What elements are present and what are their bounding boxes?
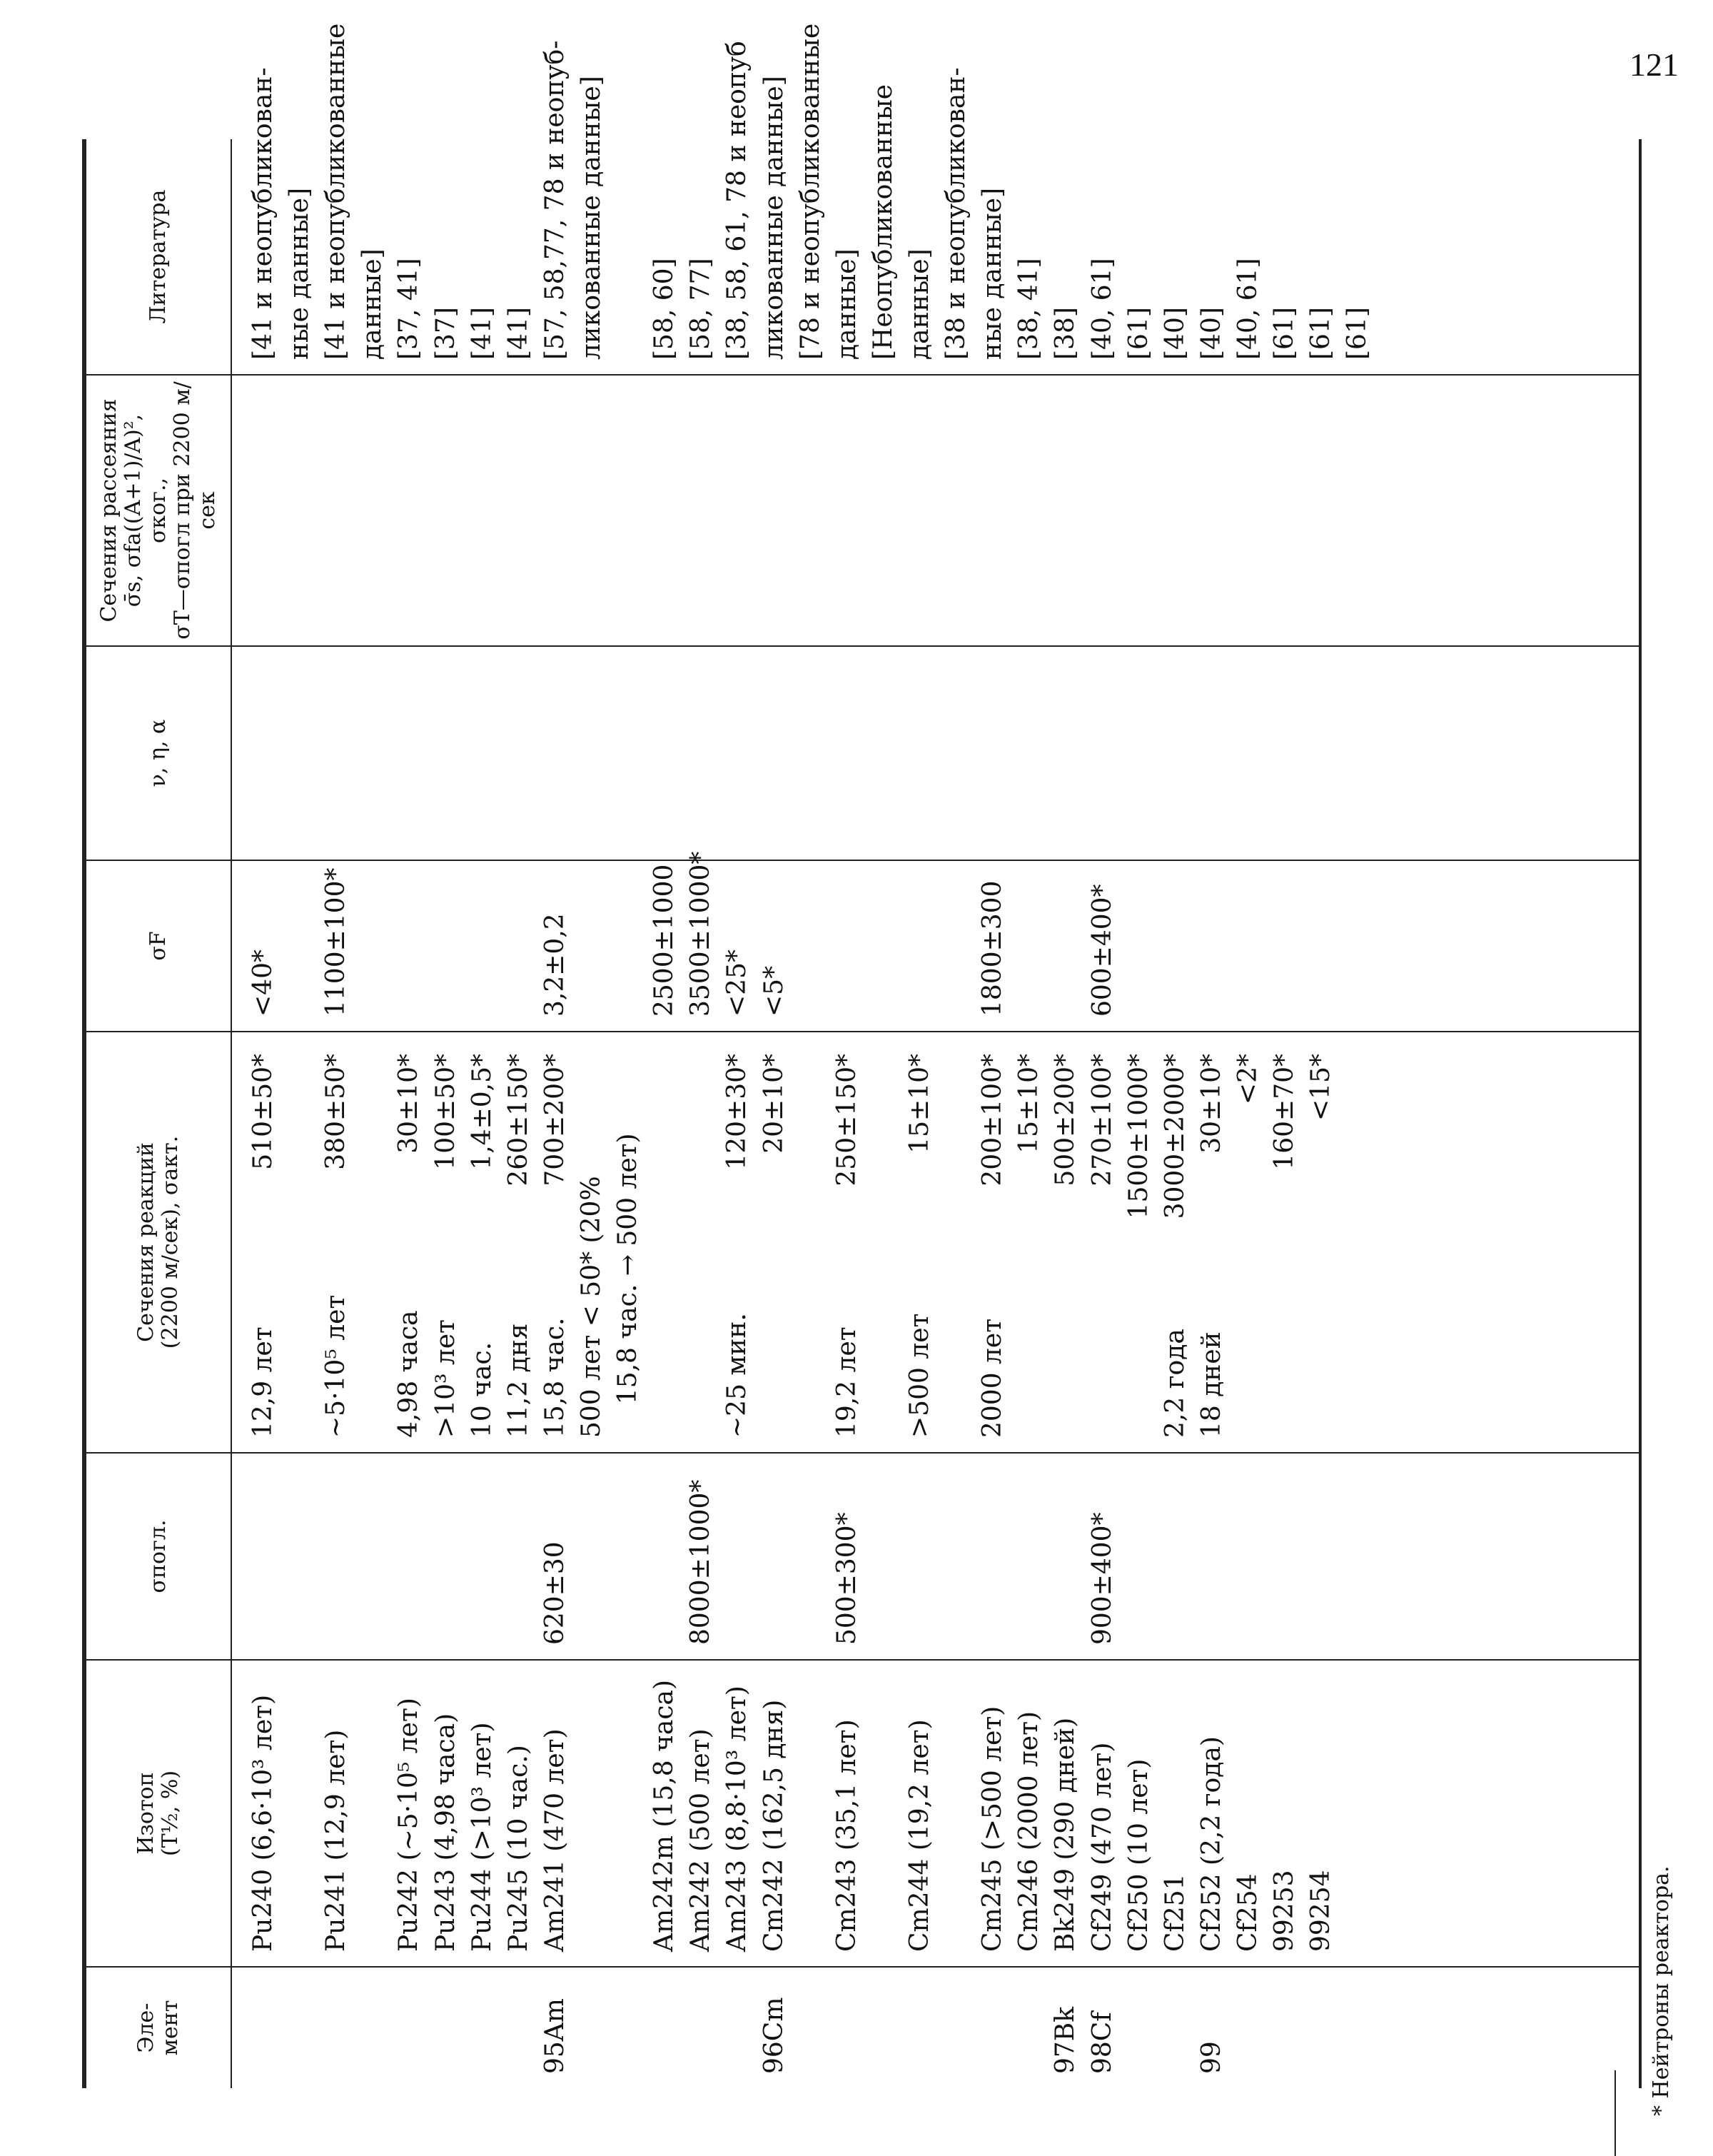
- reaction-line: [610, 1042, 646, 1438]
- reaction-line: [1266, 1042, 1303, 1438]
- isotope-line: Cf251: [1160, 1873, 1190, 1952]
- reaction-cross-section: 160±70*: [1270, 1054, 1300, 1170]
- reaction-half-life: 2000 лет: [978, 1318, 1008, 1438]
- reaction-half-life: [1011, 1245, 1047, 1438]
- literature-line: [40, 61]: [1233, 258, 1263, 360]
- reaction-line: [245, 1042, 281, 1438]
- isotope-line: Pu244 (>10³ лет): [467, 1722, 497, 1952]
- fission-line: <40*: [248, 949, 278, 1017]
- column-reaction: [231, 1032, 1640, 1453]
- reaction-half-life: >10³ лет: [430, 1319, 460, 1438]
- element-line: [318, 1978, 354, 2074]
- column-fission: [231, 851, 1640, 1032]
- absorption-line: [245, 1464, 281, 1645]
- literature-line: [57, 58,77, 78 и неопуб-: [540, 40, 570, 360]
- literature-line: [38, 58, 61, 78 и неопуб: [722, 41, 752, 360]
- literature-line: ликованные данные]: [576, 76, 606, 360]
- reaction-cross-section: 20±10*: [759, 1054, 789, 1154]
- reaction-cross-section: 380±50*: [321, 1054, 351, 1170]
- absorption-line: [610, 1464, 646, 1645]
- column-element: [231, 1967, 1640, 2088]
- reaction-half-life: [1084, 1245, 1121, 1438]
- reaction-line: [682, 1042, 719, 1438]
- element-line: 98Cf: [1087, 2012, 1117, 2074]
- reaction-line: [646, 1042, 682, 1438]
- isotope-line: [610, 1671, 646, 1952]
- absorption-line: [646, 1464, 682, 1645]
- reaction-line: [938, 1042, 974, 1438]
- reaction-line: [318, 1042, 354, 1438]
- reaction-half-life: >500 лет: [904, 1313, 934, 1438]
- literature-line: [41]: [503, 307, 533, 360]
- isotope-line: Cm244 (19,2 лет): [904, 1719, 934, 1952]
- reaction-line: [390, 1042, 427, 1438]
- reaction-half-life: 19,2 лет: [832, 1326, 861, 1438]
- literature-line: [41 и неопубликованные: [321, 23, 351, 360]
- absorption-line: [756, 1464, 792, 1645]
- element-line: [573, 1978, 610, 2074]
- element-line: 97Bk: [1051, 2006, 1081, 2074]
- column-isotope: [231, 1660, 1640, 1967]
- isotope-line: 99254: [1306, 1870, 1336, 1952]
- element-line: 96Cm: [759, 1997, 789, 2074]
- literature-line: ные данные]: [285, 187, 315, 360]
- reaction-line: [792, 1042, 829, 1438]
- reaction-cross-section: [938, 1042, 974, 1245]
- isotope-line: Cm246 (2000 лет): [1014, 1711, 1044, 1952]
- fission-line: [1047, 871, 1083, 1017]
- reaction-note: 15,8 час. → 500 лет): [613, 1133, 643, 1405]
- fission-line: 1100±100*: [321, 867, 351, 1017]
- header-isotope: [84, 1660, 231, 1967]
- literature-line: данные]: [832, 248, 861, 360]
- reaction-cross-section: 15±10*: [904, 1054, 934, 1154]
- absorption-line: [938, 1464, 974, 1645]
- element-line: [938, 1978, 974, 2074]
- reaction-line: [901, 1042, 938, 1438]
- isotope-line: Cf249 (470 лет): [1087, 1742, 1117, 1952]
- reaction-half-life: [682, 1245, 719, 1438]
- literature-line: [40]: [1196, 307, 1226, 360]
- rotated-table-wrapper: [82, 23, 1642, 2088]
- element-line: [646, 1978, 682, 2074]
- element-line: [974, 1978, 1011, 2074]
- reaction-half-life: [938, 1245, 974, 1438]
- reaction-half-life: [865, 1245, 901, 1438]
- table-body-row: [231, 139, 1640, 2088]
- literature-line: данные]: [904, 248, 934, 360]
- element-line: [792, 1978, 829, 2074]
- absorption-line: [500, 1464, 537, 1645]
- column-nu-eta-alpha: [231, 646, 1640, 860]
- literature-line: [610, 149, 646, 360]
- fission-line: [938, 871, 974, 1017]
- element-line: [829, 1978, 865, 2074]
- isotope-line: Bk249 (290 дней): [1051, 1717, 1081, 1952]
- reaction-cross-section: [646, 1042, 682, 1245]
- fission-line: 2500±1000: [650, 864, 679, 1017]
- reaction-cross-section: 250±150*: [832, 1054, 861, 1187]
- reaction-half-life: [281, 1245, 318, 1438]
- page-number: 121: [1629, 46, 1679, 83]
- reaction-half-life: ~25 мин.: [722, 1313, 752, 1438]
- isotope-line: Cf250 (10 лет): [1123, 1758, 1153, 1952]
- literature-line: [Неопубликованные: [868, 84, 898, 360]
- literature-line: [78 и неопубликованные: [795, 23, 825, 360]
- isotope-line: [792, 1671, 829, 1952]
- isotope-line: Am242 (500 лет): [686, 1728, 716, 1952]
- fission-line: [865, 871, 901, 1017]
- reaction-cross-section: <2*: [1233, 1054, 1263, 1105]
- isotope-line: Pu245 (10 час.): [503, 1745, 533, 1952]
- reaction-line: [1121, 1042, 1157, 1438]
- reaction-line: [464, 1042, 500, 1438]
- absorption-line: 500±300*: [832, 1512, 861, 1645]
- fission-line: 1800±300: [978, 880, 1008, 1017]
- absorption-line: [865, 1464, 901, 1645]
- reaction-cross-section: 510±50*: [248, 1054, 278, 1170]
- reaction-half-life: [1230, 1245, 1266, 1438]
- literature-line: [40]: [1160, 307, 1190, 360]
- header-scattering-line: Сечения рассеяния: [96, 398, 121, 623]
- reaction-half-life: 2,2 года: [1160, 1329, 1190, 1438]
- isotope-line: Cf252 (2,2 года): [1196, 1736, 1226, 1952]
- isotope-line: Pu240 (6,6·10³ лет): [248, 1694, 278, 1952]
- header-isotope-line: Изотоп: [133, 1772, 158, 1855]
- absorption-line: 900±400*: [1087, 1512, 1117, 1645]
- isotope-line: [573, 1671, 610, 1952]
- isotope-line: [938, 1671, 974, 1952]
- literature-line: [38 и неопубликован-: [941, 67, 971, 360]
- element-line: 99: [1196, 2041, 1226, 2074]
- isotope-line: Pu241 (12,9 лет): [321, 1729, 351, 1952]
- reaction-line: [865, 1042, 901, 1438]
- literature-line: ликованные данные]: [759, 76, 789, 360]
- isotope-line: Pu243 (4,98 часа): [430, 1713, 460, 1952]
- element-line: [500, 1978, 537, 2074]
- reaction-cross-section: 30±10*: [1196, 1054, 1226, 1154]
- header-absorption: σпогл.: [84, 1453, 231, 1660]
- footnote: * Нейтроны реактора.: [1649, 1865, 1674, 2116]
- literature-line: [61]: [1306, 307, 1336, 360]
- column-absorption: [231, 1453, 1640, 1660]
- absorption-line: [281, 1464, 318, 1645]
- reaction-cross-section: 3000±2000*: [1160, 1054, 1190, 1219]
- reaction-cross-section: 260±150*: [503, 1054, 533, 1187]
- isotope-line: Pu242 (~5·10⁵ лет): [394, 1698, 424, 1952]
- reaction-cross-section: 100±50*: [430, 1054, 460, 1170]
- reaction-note: 500 лет < 50* (20%: [576, 1176, 606, 1438]
- element-line: [901, 1978, 938, 2074]
- element-line: [464, 1978, 500, 2074]
- fission-line: [1011, 871, 1047, 1017]
- isotope-line: Am241 (470 лет): [540, 1728, 570, 1952]
- element-line: [610, 1978, 646, 2074]
- reaction-half-life: [792, 1245, 829, 1438]
- reaction-line: [428, 1042, 464, 1438]
- literature-line: [61]: [1343, 307, 1373, 360]
- header-reaction-line: Сечения реакций: [133, 1142, 158, 1342]
- fission-line: [500, 871, 537, 1017]
- reaction-cross-section: 1,4±0,5*: [467, 1054, 497, 1170]
- isotope-line: [865, 1671, 901, 1952]
- reaction-line: [756, 1042, 792, 1438]
- element-line: [1011, 1978, 1047, 2074]
- element-line: [1121, 1978, 1157, 2074]
- element-line: [354, 1978, 390, 2074]
- isotope-line: Cm245 (>500 лет): [978, 1706, 1008, 1952]
- reaction-line: [354, 1042, 390, 1438]
- literature-line: [37, 41]: [394, 258, 424, 360]
- literature-line: [38]: [1051, 307, 1081, 360]
- header-isotope-line: (T½, %): [158, 1770, 183, 1857]
- reaction-line: [573, 1042, 610, 1438]
- reaction-line: [1011, 1042, 1047, 1438]
- column-scattering: [231, 375, 1640, 646]
- absorption-line: [1011, 1464, 1047, 1645]
- literature-line: ные данные]: [978, 187, 1008, 360]
- fission-line: [464, 871, 500, 1017]
- reaction-half-life: ~5·10⁵ лет: [321, 1294, 351, 1438]
- reaction-cross-section: [682, 1042, 719, 1245]
- reaction-half-life: 12,9 лет: [248, 1326, 278, 1438]
- reaction-half-life: 18 дней: [1196, 1331, 1226, 1438]
- fission-line: <5*: [759, 965, 789, 1017]
- reaction-line: [281, 1042, 318, 1438]
- absorption-line: [428, 1464, 464, 1645]
- reaction-cross-section: 700±200*: [540, 1054, 570, 1187]
- reaction-half-life: [1121, 1245, 1157, 1438]
- literature-line: [37]: [430, 307, 460, 360]
- reaction-line: [1230, 1042, 1266, 1438]
- element-line: [245, 1978, 281, 2074]
- header-row: [84, 139, 231, 2088]
- isotope-line: Am242m (15,8 часа): [650, 1679, 679, 1952]
- header-element: [84, 1967, 231, 2088]
- header-fission: σF: [84, 860, 231, 1032]
- fission-line: [829, 871, 865, 1017]
- isotope-line: [281, 1671, 318, 1952]
- absorption-line: [354, 1464, 390, 1645]
- reaction-line: [974, 1042, 1011, 1438]
- column-literature: [231, 23, 1640, 375]
- reaction-cross-section: [354, 1042, 390, 1245]
- absorption-line: [318, 1464, 354, 1645]
- literature-line: [58, 60]: [650, 258, 679, 360]
- absorption-line: [974, 1464, 1011, 1645]
- literature-line: [61]: [1123, 307, 1153, 360]
- fission-line: [281, 871, 318, 1017]
- literature-line: [61]: [1270, 307, 1300, 360]
- absorption-line: 8000±1000*: [686, 1479, 716, 1645]
- header-literature: Литература: [84, 139, 231, 375]
- isotope-line: Am243 (8,8·10³ лет): [722, 1686, 752, 1952]
- reaction-cross-section: [865, 1042, 901, 1245]
- absorption-line: [901, 1464, 938, 1645]
- reaction-line: [1047, 1042, 1083, 1438]
- element-line: [428, 1978, 464, 2074]
- fission-line: 3500±1000*: [686, 851, 716, 1017]
- reaction-cross-section: 1500±1000*: [1123, 1054, 1153, 1219]
- isotope-line: Cm242 (162,5 дня): [759, 1699, 789, 1952]
- isotope-line: Cm243 (35,1 лет): [832, 1719, 861, 1952]
- reaction-cross-section: [281, 1042, 318, 1245]
- element-line: [390, 1978, 427, 2074]
- header-scattering-line: σT—σпогл при 2200 м/сек: [170, 381, 220, 640]
- reaction-cross-section: 120±30*: [722, 1054, 752, 1170]
- header-reaction-line: (2200 м/сек), σакт.: [158, 1135, 183, 1349]
- reaction-cross-section: [792, 1042, 829, 1245]
- literature-line: данные]: [358, 248, 388, 360]
- isotope-line: Cf254: [1233, 1873, 1263, 1952]
- fission-line: <25*: [722, 949, 752, 1017]
- reaction-half-life: [354, 1245, 390, 1438]
- reaction-cross-section: 30±10*: [394, 1054, 424, 1154]
- reaction-half-life: 10 час.: [467, 1341, 497, 1438]
- element-line: 95Am: [540, 1998, 570, 2074]
- reaction-half-life: [646, 1245, 682, 1438]
- reaction-line: [500, 1042, 537, 1438]
- absorption-line: [390, 1464, 427, 1645]
- fission-line: [610, 871, 646, 1017]
- absorption-line: [719, 1464, 755, 1645]
- header-reaction: [84, 1032, 231, 1453]
- reaction-line: [829, 1042, 865, 1438]
- reaction-line: [1193, 1042, 1230, 1438]
- header-nu-eta-alpha: ν, η, α: [84, 646, 231, 860]
- literature-line: [41]: [467, 307, 497, 360]
- absorption-line: [464, 1464, 500, 1645]
- literature-line: [58, 77]: [686, 258, 716, 360]
- reaction-half-life: 15,8 час.: [540, 1317, 570, 1438]
- header-element-line: мент: [158, 2000, 183, 2056]
- reaction-cross-section: <15*: [1306, 1054, 1336, 1121]
- fission-line: 600±400*: [1087, 884, 1117, 1017]
- literature-line: [41 и неопубликован-: [248, 67, 278, 360]
- header-element-line: Эле-: [133, 2003, 158, 2053]
- reaction-half-life: [756, 1245, 792, 1438]
- fission-line: [354, 871, 390, 1017]
- isotope-line: [354, 1671, 390, 1952]
- reaction-cross-section: 270±100*: [1087, 1054, 1117, 1187]
- reaction-cross-section: 200±100*: [978, 1054, 1008, 1187]
- isotope-line: 99253: [1270, 1870, 1300, 1952]
- reaction-cross-section: 500±200*: [1051, 1054, 1081, 1187]
- reaction-half-life: [1266, 1245, 1303, 1438]
- reaction-line: [719, 1042, 755, 1438]
- reaction-line: [1157, 1042, 1193, 1438]
- fission-line: [390, 871, 427, 1017]
- reaction-line: [537, 1042, 573, 1438]
- header-scattering: [84, 375, 231, 646]
- fission-line: [428, 871, 464, 1017]
- element-line: [719, 1978, 755, 2074]
- absorption-line: [1047, 1464, 1083, 1645]
- element-line: [865, 1978, 901, 2074]
- reaction-half-life: [1303, 1245, 1339, 1438]
- reaction-half-life: 11,2 дня: [503, 1323, 533, 1438]
- element-line: [281, 1978, 318, 2074]
- literature-line: [38, 41]: [1014, 258, 1044, 360]
- absorption-line: 620±30: [540, 1541, 570, 1645]
- fission-line: [792, 871, 829, 1017]
- reaction-half-life: [1047, 1245, 1083, 1438]
- element-line: [682, 1978, 719, 2074]
- isotope-cross-section-table: [82, 23, 1642, 2088]
- element-line: [1157, 1978, 1193, 2074]
- reaction-line: [1084, 1042, 1121, 1438]
- fission-line: 3,2±0,2: [540, 913, 570, 1017]
- reaction-line: [1303, 1042, 1339, 1438]
- fission-line: [901, 871, 938, 1017]
- header-scattering-line: σ̄s, σfa((A+1)/A)², σког.,: [121, 413, 171, 608]
- absorption-line: [573, 1464, 610, 1645]
- reaction-cross-section: 15±10*: [1014, 1054, 1044, 1154]
- reaction-half-life: 4,98 часа: [394, 1310, 424, 1438]
- absorption-line: [792, 1464, 829, 1645]
- fission-line: [573, 871, 610, 1017]
- literature-line: [40, 61]: [1087, 258, 1117, 360]
